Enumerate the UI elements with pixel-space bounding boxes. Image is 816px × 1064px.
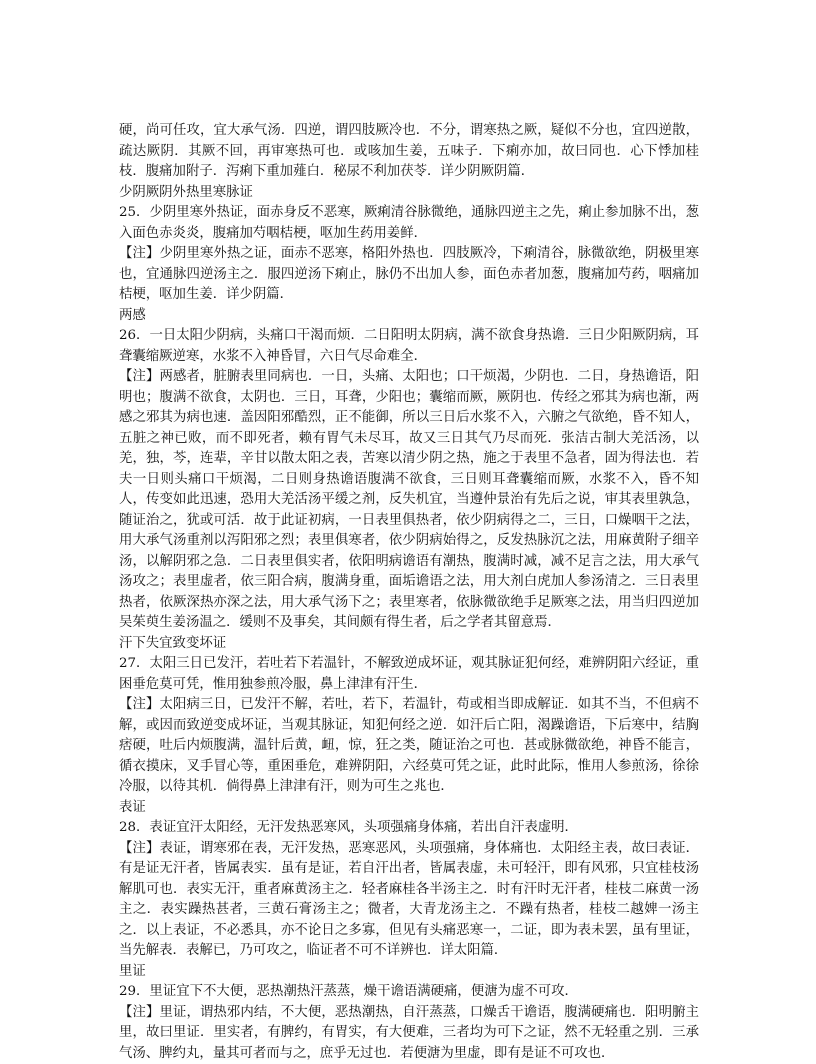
section-heading: 两感 [119, 306, 699, 327]
section-heading: 汗下失宜致变坏证 [119, 634, 699, 655]
document-page [119, 121, 699, 1064]
annotation-paragraph: 【注】里证，谓热邪内结，不大便，恶热潮热，自汗蒸蒸，口燥舌干谵语，腹满硬痛也．阳明腑主里，故曰里证．里实者，有脾约，有胃实，有大便难，三者均为可下之证，然不无轻重之别．三承气汤、脾约丸，量其可者而与之，庶乎无过也．若便溏为里虚，即有是证不可攻也． [119, 1003, 699, 1064]
verse-paragraph: 28．表证宜汗太阳经，无汗发热恶寒风，头项强痛身体痛，若出自汗表虚明． [119, 818, 699, 839]
verse-paragraph: 27．太阳三日已发汗，若吐若下若温针，不解致逆成坏证，观其脉证犯何经，难辨阴阳六经证，重困垂危莫可凭，惟用独参煎冷服，鼻上津津有汗生． [119, 654, 699, 695]
annotation-paragraph: 【注】少阴里寒外热之证，面赤不恶寒，格阳外热也．四肢厥冷，下痢清谷，脉微欲绝，阴极里寒也，宜通脉四逆汤主之．服四逆汤下痢止，脉仍不出加人参，面色赤者加葱，腹痛加芍药，咽痛加桔梗，呕加生姜．详少阴篇． [119, 244, 699, 306]
verse-paragraph: 29．里证宜下不大便，恶热潮热汗蒸蒸，燥干谵语满硬痛，便溏为虚不可攻． [119, 982, 699, 1003]
section-heading: 里证 [119, 962, 699, 983]
annotation-paragraph: 【注】太阳病三日，已发汗不解，若吐，若下，若温针，苟或相当即成解证．如其不当，不但病不解，或因而致逆变成坏证，当观其脉证，知犯何经之逆．如汗后亡阳，渴躁谵语，下后寒中，结胸痞硬，吐后内烦腹满，温针后黄，衄，惊，狂之类，随证治之可也．甚或脉微欲绝，神昏不能言，循衣摸床，叉手冒心等，重困垂危，难辨阴阳，六经莫可凭之证，此时此际，惟用人参煎汤，徐徐冷服，以待其机．倘得鼻上津津有汗，则为可生之兆也． [119, 695, 699, 798]
annotation-paragraph: 【注】表证，谓寒邪在表，无汗发热，恶寒恶风，头项强痛，身体痛也．太阳经主表，故曰表证．有是证无汗者，皆属表实．虽有是证，若自汗出者，皆属表虚，未可轻汗，即有风邪，只宜桂枝汤解肌可也．表实无汗，重者麻黄汤主之．轻者麻桂各半汤主之．时有汗时无汗者，桂枝二麻黄一汤主之．表实躁热甚者，三黄石膏汤主之；微者，大青龙汤主之．不躁有热者，桂枝二越婢一汤主之．以上表证，不必悉具，亦不论日之多寡，但见有头痛恶寒一，二证，即为表未罢，虽有里证，当先解表．表解已，乃可攻之，临证者不可不详辨也．详太阳篇． [119, 839, 699, 962]
section-heading: 表证 [119, 798, 699, 819]
section-heading: 少阴厥阴外热里寒脉证 [119, 183, 699, 204]
verse-paragraph: 26．一日太阳少阴病，头痛口干渴而烦．二日阳明太阴病，满不欲食身热谵．三日少阳厥阴病，耳聋囊缩厥逆寒，水浆不入神昏冒，六日气尽命难全． [119, 326, 699, 367]
text-paragraph: 硬，尚可任攻，宜大承气汤．四逆，谓四肢厥冷也．不分，谓寒热之厥，疑似不分也，宜四逆散，疏达厥阴．其厥不回，再审寒热可也．或咳加生姜，五味子．下痢亦加，故曰同也．心下悸加桂枝．腹痛加附子．泻痢下重加薤白．秘尿不利加茯苓．详少阴厥阴篇． [119, 121, 699, 183]
annotation-paragraph: 【注】两感者，脏腑表里同病也．一日，头痛、太阳也；口干烦渴，少阴也．二日，身热谵语，阳明也；腹满不欲食，太阴也．三日，耳聋，少阳也；囊缩而厥，厥阴也．传经之邪其为病也渐，两感之邪其为病也速．盖因阳邪酷烈，正不能御，所以三日后水浆不入，六腑之气欲绝，昏不知人，五脏之神已败，而不即死者，赖有胃气未尽耳，故又三日其气乃尽而死．张洁古制大羌活汤，以羌，独，芩，连辈，辛甘以散太阳之表，苦寒以清少阴之热，施之于表里不急者，固为得法也．若夫一日则头痛口干烦渴，二日则身热谵语腹满不欲食，三日则耳聋囊缩而厥，水浆不入，昏不知人，传变如此迅速，恐用大羌活汤平缓之剂，反失机宜，当遵仲景治有先后之说，审其表里孰急，随证治之，犹或可活．故于此证初病，一日表里俱热者，依少阴病得之二，三日，口燥咽干之法，用大承气汤重剂以泻阳邪之烈；表里俱寒者，依少阴病始得之，反发热脉沉之法，用麻黄附子细辛汤，以解阴邪之急．二日表里俱实者，依阳明病谵语有潮热，腹满时减，减不足言之法，用大承气汤攻之；表里虚者，依三阳合病，腹满身重，面垢谵语之法，用大剂白虎加人参汤清之．三日表里热者，依厥深热亦深之法，用大承气汤下之；表里寒者，依脉微欲绝手足厥寒之法，用当归四逆加吴茱萸生姜汤温之．缓则不及事矣，其间颇有得生者，后之学者其留意焉． [119, 367, 699, 634]
verse-paragraph: 25．少阴里寒外热证，面赤身反不恶寒，厥痢清谷脉微绝，通脉四逆主之先，痢止参加脉不出，葱入面色赤炎炎，腹痛加芍咽桔梗，呕加生药用姜鲜． [119, 203, 699, 244]
